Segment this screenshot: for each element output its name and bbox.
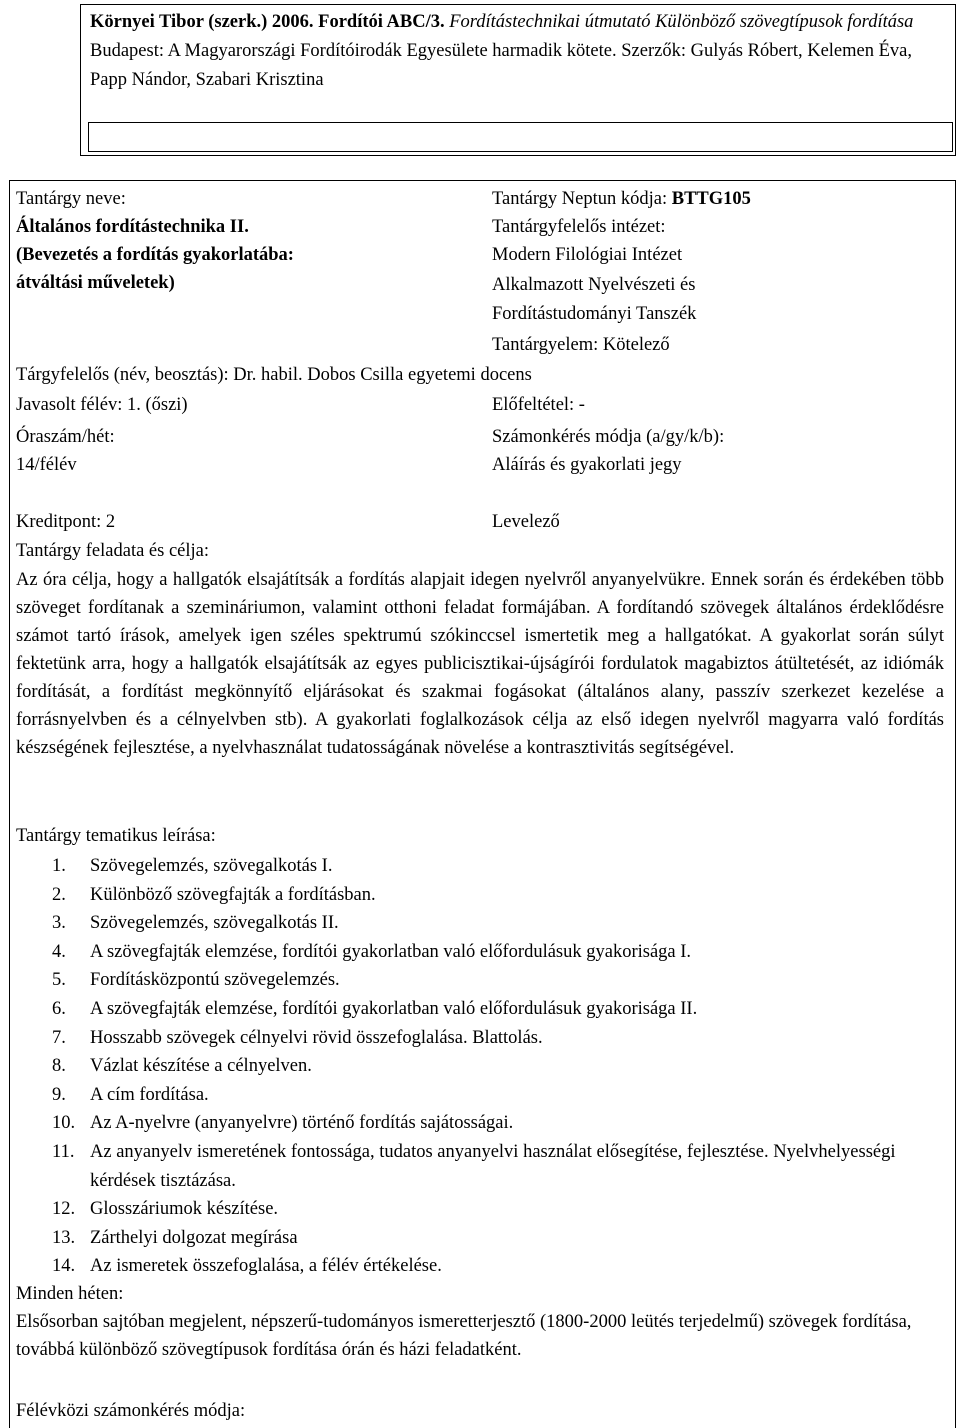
topic-item [52,1024,932,1053]
topic-number: 5. [52,970,66,991]
neptun-code-label: Tantárgy Neptun kódja: [492,189,672,209]
assessment-value: Aláírás és gyakorlati jegy [492,455,682,475]
topic-text: Szövegelemzés, szövegalkotás II. [90,913,339,934]
reference-publisher: Budapest: A Magyarországi Fordítóirodák Egyesülete harmadik kötete. Szerzők: Gulyás Róbert, Kelemen Éva, Papp Nándor, Szabari Krisztina [90,41,913,90]
topic-item [52,1252,932,1281]
topic-number: 14. [52,1256,76,1277]
topic-text: A szövegfajták elemzése, fordítói gyakorlatban való előfordulásuk gyakorisága I. [90,941,692,962]
topic-text: Fordításközpontú szövegelemzés. [90,970,340,991]
assessment-label: Számonkérés módja (a/gy/k/b): [492,427,725,447]
topic-text: Zárthelyi dolgozat megírása [90,1227,298,1248]
topics-label: Tantárgy tematikus leírása: [16,826,216,846]
reference-author: Környei Tibor (szerk.) 2006. Fordítói ABC/3. [90,12,445,32]
topic-number: 2. [52,884,66,905]
topic-item [52,909,932,938]
topic-number: 11. [52,1141,75,1162]
hours-value: 14/félév [16,455,77,475]
topic-item [52,1052,932,1081]
topic-number: 12. [52,1199,76,1220]
prerequisite: Előfeltétel: - [492,395,585,415]
task-label: Tantárgy feladata és célja: [16,541,210,561]
topic-number: 13. [52,1227,76,1248]
course-element: Tantárgyelem: Kötelező [492,335,670,355]
topic-item [52,1195,932,1224]
topic-text: Az anyanyelv ismeretének fontossága, tudatos anyanyelvi használat elősegítése, fejlesztése. Nyelvhelyességi kérdések tisztázása. [90,1141,896,1191]
topic-text: A szövegfajták elemzése, fordítói gyakorlatban való előfordulásuk gyakorisága II. [90,998,698,1019]
course-name-label: Tantárgy neve: [16,189,126,209]
topic-number: 7. [52,1027,66,1048]
institute-name: Modern Filológiai Intézet [492,245,683,265]
topic-item [52,1109,932,1138]
topic-text: Az ismeretek összefoglalása, a félév értékelése. [90,1256,442,1277]
course-responsible: Tárgyfelelős (név, beosztás): Dr. habil. Dobos Csilla egyetemi docens [16,365,532,385]
course-name: Általános fordítástechnika II. [16,217,249,237]
reference-title: Fordítástechnikai útmutató Különböző szövegtípusok fordítása [449,12,914,32]
topic-number: 9. [52,1084,66,1105]
topic-text: Az A-nyelvre (anyanyelvre) történő fordítás sajátosságai. [90,1113,514,1134]
topic-number: 6. [52,998,66,1019]
topic-item [52,995,932,1024]
topic-text: A cím fordítása. [90,1084,209,1105]
topic-text: Különböző szövegfajták a fordításban. [90,884,376,905]
topic-text: Vázlat készítése a célnyelven. [90,1056,312,1077]
topic-item [52,1081,932,1110]
topic-number: 8. [52,1056,66,1077]
topic-item [52,852,932,881]
topic-number: 3. [52,913,66,934]
reference-empty-field [88,122,953,152]
topic-item [52,881,932,910]
course-subtitle-line1: (Bevezetés a fordítás gyakorlatába: [16,245,294,265]
task-description: Az óra célja, hogy a hallgatók elsajátítsák a fordítás alapjait idegen nyelvről anyanyelvükre. Ennek során és érdekében több szöveget fordítanak a szemináriumon, valamint otthoni feladat formájában. A fordítandó szövegek általános érdeklődésre számot tartó írások, amelyek igen széles spektrumú szókinccsel ismertetik meg a hallgatókat. A gyakorlat során súlyt fektetünk arra, hogy a hallgatók elsajátítsák az egyes publicisztikai-újságírói fordulatok magabiztos átültetését, az idiómák fordítását, a fordítást megkönnyítő eljárásokat és szakmai fogásokat (általános alany, passzív szerkezet kezelése a forrásnyelvben és a célnyelvben stb). A gyakorlati foglalkozások célja az első idegen nyelvről magyarra való fordítás készségének fejlesztése, a nyelvhasználat tudatosságának növelése a kontrasztivitás segítségével. [16,570,944,758]
weekly-label: Minden héten: [16,1284,124,1304]
department-line2: Fordítástudományi Tanszék [492,304,697,324]
topic-number: 4. [52,941,66,962]
topic-item [52,966,932,995]
responsible-institute-label: Tantárgyfelelős intézet: [492,217,666,237]
study-mode: Levelező [492,512,560,532]
midterm-assessment-label: Félévközi számonkérés módja: [16,1401,246,1421]
neptun-code: BTTG105 [671,189,751,209]
topic-number: 10. [52,1113,76,1134]
topic-item [52,1138,932,1195]
topic-item [52,1224,932,1253]
topic-text: Szövegelemzés, szövegalkotás I. [90,856,333,876]
topic-list [52,852,932,1281]
reference-citation [90,8,950,95]
topic-text: Glosszáriumok készítése. [90,1199,279,1220]
topic-number: 1. [52,856,66,876]
topic-text: Hosszabb szövegek célnyelvi rövid összefoglalása. Blattolás. [90,1027,543,1048]
hours-label: Óraszám/hét: [16,427,115,447]
department-line1: Alkalmazott Nyelvészeti és [492,275,696,295]
course-subtitle-line2: átváltási műveletek) [16,273,175,293]
weekly-description: Elsősorban sajtóban megjelent, népszerű-tudományos ismeretterjesztő (1800-2000 leütés terjedelmű) szövegek fordítása, továbbá különböző szövegtípusok fordítása órán és házi feladatként. [16,1312,912,1360]
topic-item [52,938,932,967]
neptun-code-row [492,185,751,213]
credit-points: Kreditpont: 2 [16,512,116,532]
recommended-semester: Javasolt félév: 1. (őszi) [16,395,188,415]
